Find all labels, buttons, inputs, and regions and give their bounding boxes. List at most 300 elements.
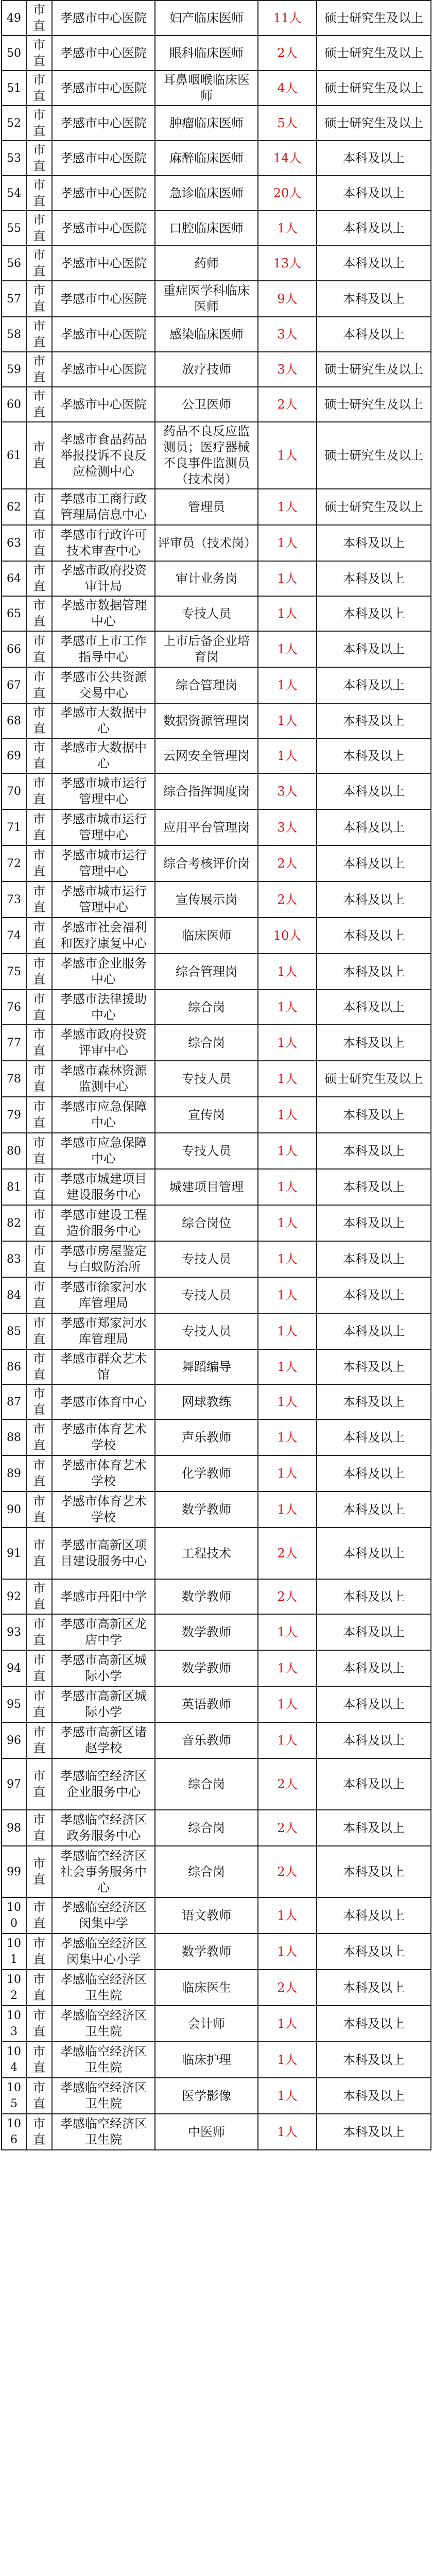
position-cell: 综合考核评价岗 <box>155 845 258 882</box>
education-cell: 本科及以上 <box>317 882 431 918</box>
row-number: 69 <box>2 738 26 773</box>
headcount-cell: 2人 <box>258 1758 317 1810</box>
headcount-cell: 14人 <box>258 141 317 176</box>
position-cell: 宣传岗 <box>155 1097 258 1133</box>
education-cell: 本科及以上 <box>317 211 431 246</box>
position-cell: 耳鼻咽喉临床医师 <box>155 71 258 106</box>
table-row <box>2 631 431 667</box>
education-cell: 本科及以上 <box>317 667 431 703</box>
headcount-cell: 1人 <box>258 422 317 489</box>
row-number: 101 <box>2 1934 26 1970</box>
region-cell: 市直 <box>26 1722 52 1758</box>
unit-cell: 孝感临空经济区卫生院 <box>52 2114 155 2150</box>
row-number: 93 <box>2 1614 26 1650</box>
region-cell: 市直 <box>26 1492 52 1528</box>
unit-cell: 孝感临空经济区卫生院 <box>52 1970 155 2006</box>
unit-cell: 孝感市中心医院 <box>52 281 155 317</box>
row-number: 73 <box>2 882 26 918</box>
position-cell: 肿瘤临床医师 <box>155 106 258 141</box>
region-cell: 市直 <box>26 246 52 281</box>
region-cell: 市直 <box>26 1579 52 1614</box>
education-cell: 本科及以上 <box>317 1897 431 1934</box>
row-number: 68 <box>2 703 26 738</box>
position-cell: 上市后备企业培育岗 <box>155 631 258 667</box>
education-cell: 硕士研究生及以上 <box>317 36 431 71</box>
region-cell: 市直 <box>26 1384 52 1419</box>
table-row <box>2 525 431 561</box>
unit-cell: 孝感市政府投资评审中心 <box>52 1025 155 1061</box>
row-number: 77 <box>2 1025 26 1061</box>
position-cell: 临床医师 <box>155 918 258 954</box>
education-cell: 硕士研究生及以上 <box>317 1061 431 1097</box>
headcount-cell: 1人 <box>258 1419 317 1455</box>
position-cell: 应用平台管理岗 <box>155 809 258 845</box>
row-number: 86 <box>2 1349 26 1384</box>
unit-cell: 孝感市中心医院 <box>52 387 155 422</box>
region-cell: 市直 <box>26 1 52 36</box>
headcount-cell: 1人 <box>258 1614 317 1650</box>
headcount-cell: 20人 <box>258 176 317 211</box>
position-cell: 急诊临床医师 <box>155 176 258 211</box>
headcount-cell: 4人 <box>258 71 317 106</box>
region-cell: 市直 <box>26 1686 52 1722</box>
education-cell: 本科及以上 <box>317 990 431 1025</box>
education-cell: 本科及以上 <box>317 1614 431 1650</box>
row-number: 54 <box>2 176 26 211</box>
position-cell: 会计师 <box>155 2006 258 2042</box>
unit-cell: 孝感市中心医院 <box>52 1 155 36</box>
headcount-cell: 13人 <box>258 246 317 281</box>
unit-cell: 孝感市企业服务中心 <box>52 954 155 990</box>
position-cell: 管理员 <box>155 489 258 525</box>
table-row <box>2 596 431 631</box>
table-row <box>2 211 431 246</box>
row-number: 76 <box>2 990 26 1025</box>
row-number: 56 <box>2 246 26 281</box>
unit-cell: 孝感市中心医院 <box>52 106 155 141</box>
unit-cell: 孝感市工商行政管理局信息中心 <box>52 489 155 525</box>
recruitment-table-body <box>2 1 431 2150</box>
position-cell: 综合管理岗 <box>155 954 258 990</box>
headcount-cell: 1人 <box>258 1025 317 1061</box>
unit-cell: 孝感市高新区龙店中学 <box>52 1614 155 1650</box>
region-cell: 市直 <box>26 1349 52 1384</box>
row-number: 74 <box>2 918 26 954</box>
table-row <box>2 1061 431 1097</box>
education-cell: 硕士研究生及以上 <box>317 352 431 387</box>
position-cell: 口腔临床医师 <box>155 211 258 246</box>
table-row <box>2 1970 431 2006</box>
unit-cell: 孝感临空经济区闵集中学 <box>52 1897 155 1934</box>
unit-cell: 孝感临空经济区政务服务中心 <box>52 1810 155 1846</box>
table-row <box>2 561 431 596</box>
table-row <box>2 1897 431 1934</box>
row-number: 75 <box>2 954 26 990</box>
education-cell: 本科及以上 <box>317 631 431 667</box>
region-cell: 市直 <box>26 106 52 141</box>
unit-cell: 孝感市公共资源交易中心 <box>52 667 155 703</box>
region-cell: 市直 <box>26 2114 52 2150</box>
region-cell: 市直 <box>26 1970 52 2006</box>
education-cell: 本科及以上 <box>317 2006 431 2042</box>
unit-cell: 孝感市中心医院 <box>52 176 155 211</box>
education-cell: 本科及以上 <box>317 596 431 631</box>
position-cell: 英语教师 <box>155 1686 258 1722</box>
position-cell: 语文教师 <box>155 1897 258 1934</box>
education-cell: 本科及以上 <box>317 1097 431 1133</box>
unit-cell: 孝感市体育艺术学校 <box>52 1419 155 1455</box>
position-cell: 重症医学科临床医师 <box>155 281 258 317</box>
unit-cell: 孝感市中心医院 <box>52 71 155 106</box>
region-cell: 市直 <box>26 1277 52 1313</box>
table-row <box>2 738 431 773</box>
position-cell: 音乐教师 <box>155 1722 258 1758</box>
unit-cell: 孝感市应急保障中心 <box>52 1097 155 1133</box>
position-cell: 数学教师 <box>155 1614 258 1650</box>
region-cell: 市直 <box>26 387 52 422</box>
position-cell: 临床医生 <box>155 1970 258 2006</box>
education-cell: 本科及以上 <box>317 1528 431 1579</box>
unit-cell: 孝感市大数据中心 <box>52 738 155 773</box>
region-cell: 市直 <box>26 631 52 667</box>
region-cell: 市直 <box>26 2042 52 2078</box>
headcount-cell: 1人 <box>258 561 317 596</box>
position-cell: 宣传展示岗 <box>155 882 258 918</box>
unit-cell: 孝感市中心医院 <box>52 141 155 176</box>
table-row <box>2 246 431 281</box>
education-cell: 本科及以上 <box>317 809 431 845</box>
headcount-cell: 3人 <box>258 352 317 387</box>
unit-cell: 孝感市城市运行管理中心 <box>52 882 155 918</box>
table-row <box>2 1934 431 1970</box>
region-cell: 市直 <box>26 1758 52 1810</box>
unit-cell: 孝感临空经济区卫生院 <box>52 2006 155 2042</box>
region-cell: 市直 <box>26 2078 52 2114</box>
unit-cell: 孝感临空经济区卫生院 <box>52 2042 155 2078</box>
region-cell: 市直 <box>26 954 52 990</box>
education-cell: 硕士研究生及以上 <box>317 1 431 36</box>
region-cell: 市直 <box>26 1455 52 1492</box>
headcount-cell: 1人 <box>258 525 317 561</box>
table-row <box>2 703 431 738</box>
position-cell: 麻醉临床医师 <box>155 141 258 176</box>
education-cell: 本科及以上 <box>317 1846 431 1897</box>
table-row <box>2 1277 431 1313</box>
position-cell: 综合指挥调度岗 <box>155 773 258 809</box>
row-number: 82 <box>2 1205 26 1241</box>
table-row <box>2 1241 431 1277</box>
position-cell: 感染临床医师 <box>155 317 258 352</box>
table-row <box>2 2078 431 2114</box>
table-row <box>2 1097 431 1133</box>
region-cell: 市直 <box>26 141 52 176</box>
education-cell: 本科及以上 <box>317 1241 431 1277</box>
row-number: 103 <box>2 2006 26 2042</box>
row-number: 95 <box>2 1686 26 1722</box>
education-cell: 本科及以上 <box>317 1492 431 1528</box>
row-number: 81 <box>2 1169 26 1205</box>
row-number: 61 <box>2 422 26 489</box>
region-cell: 市直 <box>26 2006 52 2042</box>
table-row <box>2 845 431 882</box>
row-number: 80 <box>2 1133 26 1169</box>
education-cell: 本科及以上 <box>317 1686 431 1722</box>
position-cell: 数学教师 <box>155 1650 258 1686</box>
unit-cell: 孝感临空经济区闵集中心小学 <box>52 1934 155 1970</box>
table-row <box>2 1133 431 1169</box>
unit-cell: 孝感市高新区项目建设服务中心 <box>52 1528 155 1579</box>
unit-cell: 孝感市高新区城际小学 <box>52 1686 155 1722</box>
table-row <box>2 1492 431 1528</box>
row-number: 78 <box>2 1061 26 1097</box>
row-number: 67 <box>2 667 26 703</box>
row-number: 71 <box>2 809 26 845</box>
row-number: 50 <box>2 36 26 71</box>
unit-cell: 孝感临空经济区卫生院 <box>52 2078 155 2114</box>
row-number: 58 <box>2 317 26 352</box>
position-cell: 化学教师 <box>155 1455 258 1492</box>
education-cell: 本科及以上 <box>317 561 431 596</box>
position-cell: 网球教练 <box>155 1384 258 1419</box>
headcount-cell: 1人 <box>258 2114 317 2150</box>
education-cell: 本科及以上 <box>317 918 431 954</box>
headcount-cell: 1人 <box>258 211 317 246</box>
position-cell: 综合岗 <box>155 1846 258 1897</box>
unit-cell: 孝感市徐家河水库管理局 <box>52 1277 155 1313</box>
region-cell: 市直 <box>26 71 52 106</box>
position-cell: 综合岗 <box>155 1758 258 1810</box>
education-cell: 本科及以上 <box>317 1277 431 1313</box>
table-row <box>2 317 431 352</box>
position-cell: 数据资源管理岗 <box>155 703 258 738</box>
table-row <box>2 71 431 106</box>
headcount-cell: 1人 <box>258 1133 317 1169</box>
education-cell: 本科及以上 <box>317 1313 431 1349</box>
region-cell: 市直 <box>26 1528 52 1579</box>
row-number: 62 <box>2 489 26 525</box>
table-row <box>2 1419 431 1455</box>
unit-cell: 孝感市中心医院 <box>52 36 155 71</box>
education-cell: 本科及以上 <box>317 845 431 882</box>
row-number: 99 <box>2 1846 26 1897</box>
row-number: 84 <box>2 1277 26 1313</box>
row-number: 105 <box>2 2078 26 2114</box>
education-cell: 本科及以上 <box>317 703 431 738</box>
region-cell: 市直 <box>26 281 52 317</box>
table-row <box>2 1025 431 1061</box>
row-number: 85 <box>2 1313 26 1349</box>
education-cell: 本科及以上 <box>317 1384 431 1419</box>
table-row <box>2 1349 431 1384</box>
position-cell: 综合岗 <box>155 1025 258 1061</box>
region-cell: 市直 <box>26 1097 52 1133</box>
position-cell: 公卫医师 <box>155 387 258 422</box>
education-cell: 本科及以上 <box>317 2114 431 2150</box>
table-row <box>2 1758 431 1810</box>
row-number: 89 <box>2 1455 26 1492</box>
table-row <box>2 990 431 1025</box>
table-row <box>2 176 431 211</box>
education-cell: 本科及以上 <box>317 525 431 561</box>
unit-cell: 孝感市法律援助中心 <box>52 990 155 1025</box>
education-cell: 硕士研究生及以上 <box>317 106 431 141</box>
table-row <box>2 1169 431 1205</box>
position-cell: 数学教师 <box>155 1934 258 1970</box>
unit-cell: 孝感市体育艺术学校 <box>52 1455 155 1492</box>
table-row <box>2 1528 431 1579</box>
unit-cell: 孝感市体育艺术学校 <box>52 1492 155 1528</box>
position-cell: 审计业务岗 <box>155 561 258 596</box>
headcount-cell: 11人 <box>258 1 317 36</box>
position-cell: 妇产临床医师 <box>155 1 258 36</box>
table-row <box>2 281 431 317</box>
unit-cell: 孝感市食品药品举报投诉不良反应检测中心 <box>52 422 155 489</box>
unit-cell: 孝感市行政许可技术审查中心 <box>52 525 155 561</box>
headcount-cell: 1人 <box>258 1722 317 1758</box>
row-number: 52 <box>2 106 26 141</box>
region-cell: 市直 <box>26 489 52 525</box>
headcount-cell: 1人 <box>258 1349 317 1384</box>
headcount-cell: 3人 <box>258 773 317 809</box>
table-row <box>2 352 431 387</box>
region-cell: 市直 <box>26 1061 52 1097</box>
unit-cell: 孝感市中心医院 <box>52 352 155 387</box>
headcount-cell: 1人 <box>258 1205 317 1241</box>
unit-cell: 孝感市城建项目建设服务中心 <box>52 1169 155 1205</box>
education-cell: 本科及以上 <box>317 1455 431 1492</box>
row-number: 98 <box>2 1810 26 1846</box>
row-number: 57 <box>2 281 26 317</box>
row-number: 51 <box>2 71 26 106</box>
position-cell: 专技人员 <box>155 1061 258 1097</box>
region-cell: 市直 <box>26 1934 52 1970</box>
row-number: 83 <box>2 1241 26 1277</box>
education-cell: 本科及以上 <box>317 1758 431 1810</box>
headcount-cell: 1人 <box>258 2042 317 2078</box>
unit-cell: 孝感市高新区诸赵学校 <box>52 1722 155 1758</box>
headcount-cell: 2人 <box>258 882 317 918</box>
region-cell: 市直 <box>26 1419 52 1455</box>
region-cell: 市直 <box>26 1241 52 1277</box>
position-cell: 数学教师 <box>155 1579 258 1614</box>
unit-cell: 孝感市中心医院 <box>52 211 155 246</box>
headcount-cell: 3人 <box>258 809 317 845</box>
education-cell: 本科及以上 <box>317 1934 431 1970</box>
unit-cell: 孝感临空经济区企业服务中心 <box>52 1758 155 1810</box>
headcount-cell: 1人 <box>258 1686 317 1722</box>
position-cell: 数学教师 <box>155 1492 258 1528</box>
region-cell: 市直 <box>26 596 52 631</box>
unit-cell: 孝感市社会福利和医疗康复中心 <box>52 918 155 954</box>
row-number: 94 <box>2 1650 26 1686</box>
region-cell: 市直 <box>26 703 52 738</box>
unit-cell: 孝感市体育中心 <box>52 1384 155 1419</box>
position-cell: 医学影像 <box>155 2078 258 2114</box>
position-cell: 舞蹈编导 <box>155 1349 258 1384</box>
row-number: 70 <box>2 773 26 809</box>
headcount-cell: 1人 <box>258 1097 317 1133</box>
position-cell: 专技人员 <box>155 1133 258 1169</box>
table-row <box>2 1205 431 1241</box>
row-number: 106 <box>2 2114 26 2150</box>
headcount-cell: 3人 <box>258 317 317 352</box>
education-cell: 本科及以上 <box>317 738 431 773</box>
education-cell: 硕士研究生及以上 <box>317 422 431 489</box>
unit-cell: 孝感临空经济区社会事务服务中心 <box>52 1846 155 1897</box>
headcount-cell: 5人 <box>258 106 317 141</box>
unit-cell: 孝感市政府投资审计局 <box>52 561 155 596</box>
headcount-cell: 1人 <box>258 1897 317 1934</box>
headcount-cell: 2人 <box>258 1846 317 1897</box>
region-cell: 市直 <box>26 176 52 211</box>
region-cell: 市直 <box>26 317 52 352</box>
region-cell: 市直 <box>26 561 52 596</box>
row-number: 55 <box>2 211 26 246</box>
table-row <box>2 1650 431 1686</box>
unit-cell: 孝感市中心医院 <box>52 246 155 281</box>
region-cell: 市直 <box>26 422 52 489</box>
region-cell: 市直 <box>26 352 52 387</box>
region-cell: 市直 <box>26 525 52 561</box>
unit-cell: 孝感市高新区城际小学 <box>52 1650 155 1686</box>
table-row <box>2 1686 431 1722</box>
education-cell: 本科及以上 <box>317 317 431 352</box>
position-cell: 眼科临床医师 <box>155 36 258 71</box>
region-cell: 市直 <box>26 1614 52 1650</box>
education-cell: 本科及以上 <box>317 2078 431 2114</box>
table-row <box>2 141 431 176</box>
unit-cell: 孝感市应急保障中心 <box>52 1133 155 1169</box>
education-cell: 本科及以上 <box>317 1810 431 1846</box>
position-cell: 综合岗 <box>155 990 258 1025</box>
education-cell: 本科及以上 <box>317 1133 431 1169</box>
unit-cell: 孝感市城市运行管理中心 <box>52 845 155 882</box>
headcount-cell: 10人 <box>258 918 317 954</box>
position-cell: 声乐教师 <box>155 1419 258 1455</box>
headcount-cell: 1人 <box>258 596 317 631</box>
unit-cell: 孝感市群众艺术馆 <box>52 1349 155 1384</box>
headcount-cell: 1人 <box>258 1061 317 1097</box>
headcount-cell: 2人 <box>258 36 317 71</box>
region-cell: 市直 <box>26 1810 52 1846</box>
row-number: 90 <box>2 1492 26 1528</box>
row-number: 66 <box>2 631 26 667</box>
education-cell: 本科及以上 <box>317 1650 431 1686</box>
table-row <box>2 1579 431 1614</box>
headcount-cell: 1人 <box>258 667 317 703</box>
region-cell: 市直 <box>26 990 52 1025</box>
headcount-cell: 1人 <box>258 954 317 990</box>
headcount-cell: 1人 <box>258 1277 317 1313</box>
unit-cell: 孝感市城市运行管理中心 <box>52 773 155 809</box>
headcount-cell: 1人 <box>258 631 317 667</box>
row-number: 63 <box>2 525 26 561</box>
row-number: 60 <box>2 387 26 422</box>
unit-cell: 孝感市上市工作指导中心 <box>52 631 155 667</box>
region-cell: 市直 <box>26 773 52 809</box>
table-row <box>2 882 431 918</box>
table-row <box>2 1313 431 1349</box>
region-cell: 市直 <box>26 1650 52 1686</box>
table-row <box>2 36 431 71</box>
row-number: 65 <box>2 596 26 631</box>
table-row <box>2 667 431 703</box>
table-row <box>2 1846 431 1897</box>
unit-cell: 孝感市森林资源监测中心 <box>52 1061 155 1097</box>
table-row <box>2 489 431 525</box>
region-cell: 市直 <box>26 1313 52 1349</box>
unit-cell: 孝感市大数据中心 <box>52 703 155 738</box>
